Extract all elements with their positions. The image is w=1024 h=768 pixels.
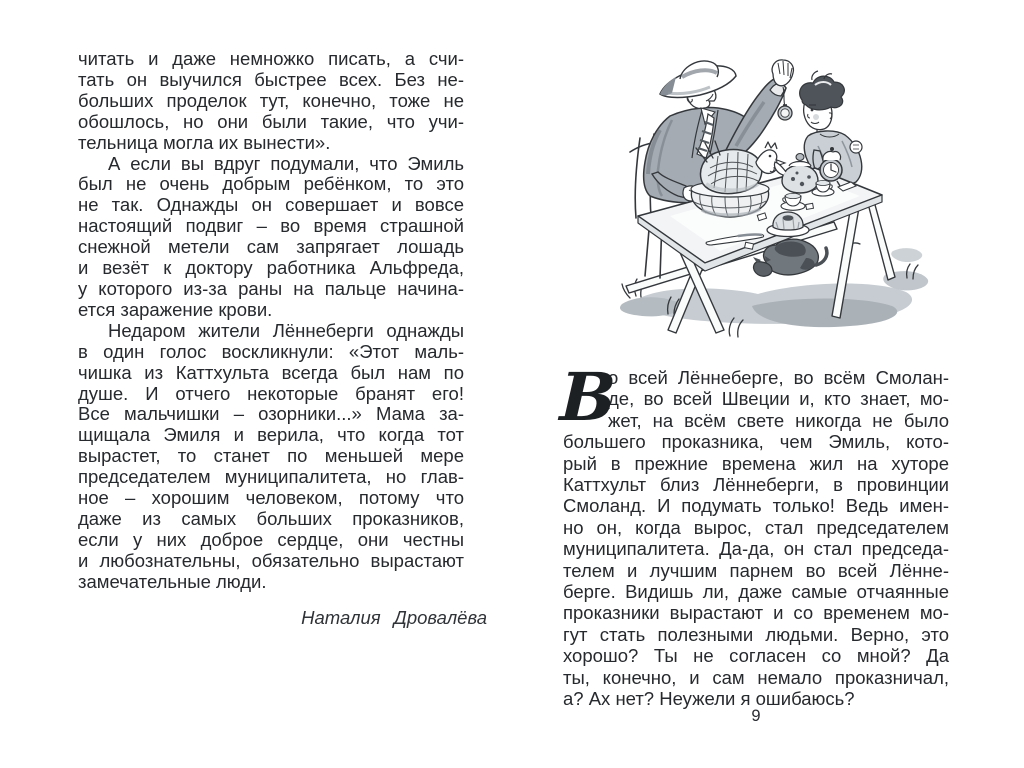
text-line: Все мальчишки – озорники...» Мама за- [78, 403, 464, 425]
text-line: и любознательны, обязательно вырастают [78, 549, 464, 571]
paragraph-villagers [78, 321, 464, 593]
text-line: Каттхульт близ Лённеберги, в провинции [563, 474, 949, 496]
text-line: председателем муниципалитета, но глав- [78, 466, 464, 488]
text-line: но он, когда вырос, стал председателем [563, 516, 949, 538]
text-line: А если вы вдруг подумали, что Эмиль [108, 152, 464, 174]
drop-cap-letter: В [558, 358, 618, 436]
text-line: а? Ах нет? Неужели я ошибаюсь? [563, 688, 855, 710]
text-line: телем и лучшим парнем во всей Лённе- [563, 559, 949, 581]
text-line: читать и даже немножко писать, а счи- [78, 48, 464, 69]
text-line: в один голос воскликнули: «Этот маль- [78, 340, 464, 362]
illustration-man-watch-boy-table [610, 46, 945, 348]
text-line: тельница могла их вынести». [78, 131, 331, 153]
text-line: ное – хорошим человеком, потому что [78, 487, 464, 509]
paragraph-emil-kind [78, 154, 464, 321]
text-line: ты, конечно, и сам немало проказничал, [563, 666, 949, 688]
text-line: Смоланд. И подумать только! Ведь имен- [563, 495, 949, 517]
text-line: чишка из Каттхульта всегда был нам по [78, 361, 464, 383]
right-page-text-column [558, 358, 949, 710]
text-line: у которого из-за раны на пальце начина- [78, 277, 464, 299]
text-line: рый в прежние времена жил на хуторе [563, 452, 949, 474]
text-line: был не очень добрым ребёнком, то это [78, 173, 464, 195]
paragraph-opening [563, 367, 949, 710]
left-page-text-column [78, 48, 487, 628]
text-line: муниципалитета. Да-да, он стал председа- [563, 538, 949, 560]
text-line: настоящий подвиг – во время страшной [78, 215, 464, 237]
text-line: даже из самых больших проказников, [78, 507, 464, 529]
text-line: обошлось, но они были такие, что учи- [78, 110, 464, 132]
text-line: не так. Однажды он совершает и вовсе [78, 194, 464, 216]
text-line: де, во всей Швеции и, кто знает, мо- [608, 388, 949, 410]
text-line: вырастет, то станет по меньшей мере [78, 445, 464, 467]
text-line: хорошо? Ты не согласен со мной? Да [563, 645, 949, 667]
text-line: жет, на всём свете никогда не было [608, 409, 949, 431]
text-line: тать он выучился быстрее всех. Без не- [78, 68, 464, 90]
paragraph-continuation [78, 49, 464, 154]
page-number: 9 [751, 707, 761, 725]
text-line: если у них доброе сердце, они честны [78, 528, 464, 550]
text-line: Недаром жители Лённеберги однажды [108, 319, 464, 341]
text-line: снежной метели сам запрягает лошадь [78, 236, 464, 258]
illustration-drawing [610, 46, 945, 348]
text-line: и везёт к доктору работника Альфреда, [78, 257, 464, 279]
text-line: о всей Лённеберге, во всём Смолан- [608, 367, 949, 388]
text-line: гут стать полезными людьми. Верно, это [563, 623, 949, 645]
text-line: больших проделок тут, конечно, тоже не [78, 89, 464, 111]
teapot [782, 165, 818, 193]
boy-fist [850, 141, 862, 153]
text-line: берге. Видишь ли, даже самые отчаянные [563, 581, 949, 603]
text-line: ется заражение крови. [78, 298, 273, 320]
text-line: щищала Эмиля и верила, что когда тот [78, 424, 464, 446]
text-line: большего проказника, чем Эмиль, кото- [563, 431, 949, 453]
text-line: замечательные люди. [78, 570, 267, 592]
text-line: душе. И отчего некоторые бранят его! [78, 382, 464, 404]
author-signature: Наталия Дровалёва [301, 606, 487, 628]
text-line: проказники вырастают и со временем мо- [563, 602, 949, 624]
